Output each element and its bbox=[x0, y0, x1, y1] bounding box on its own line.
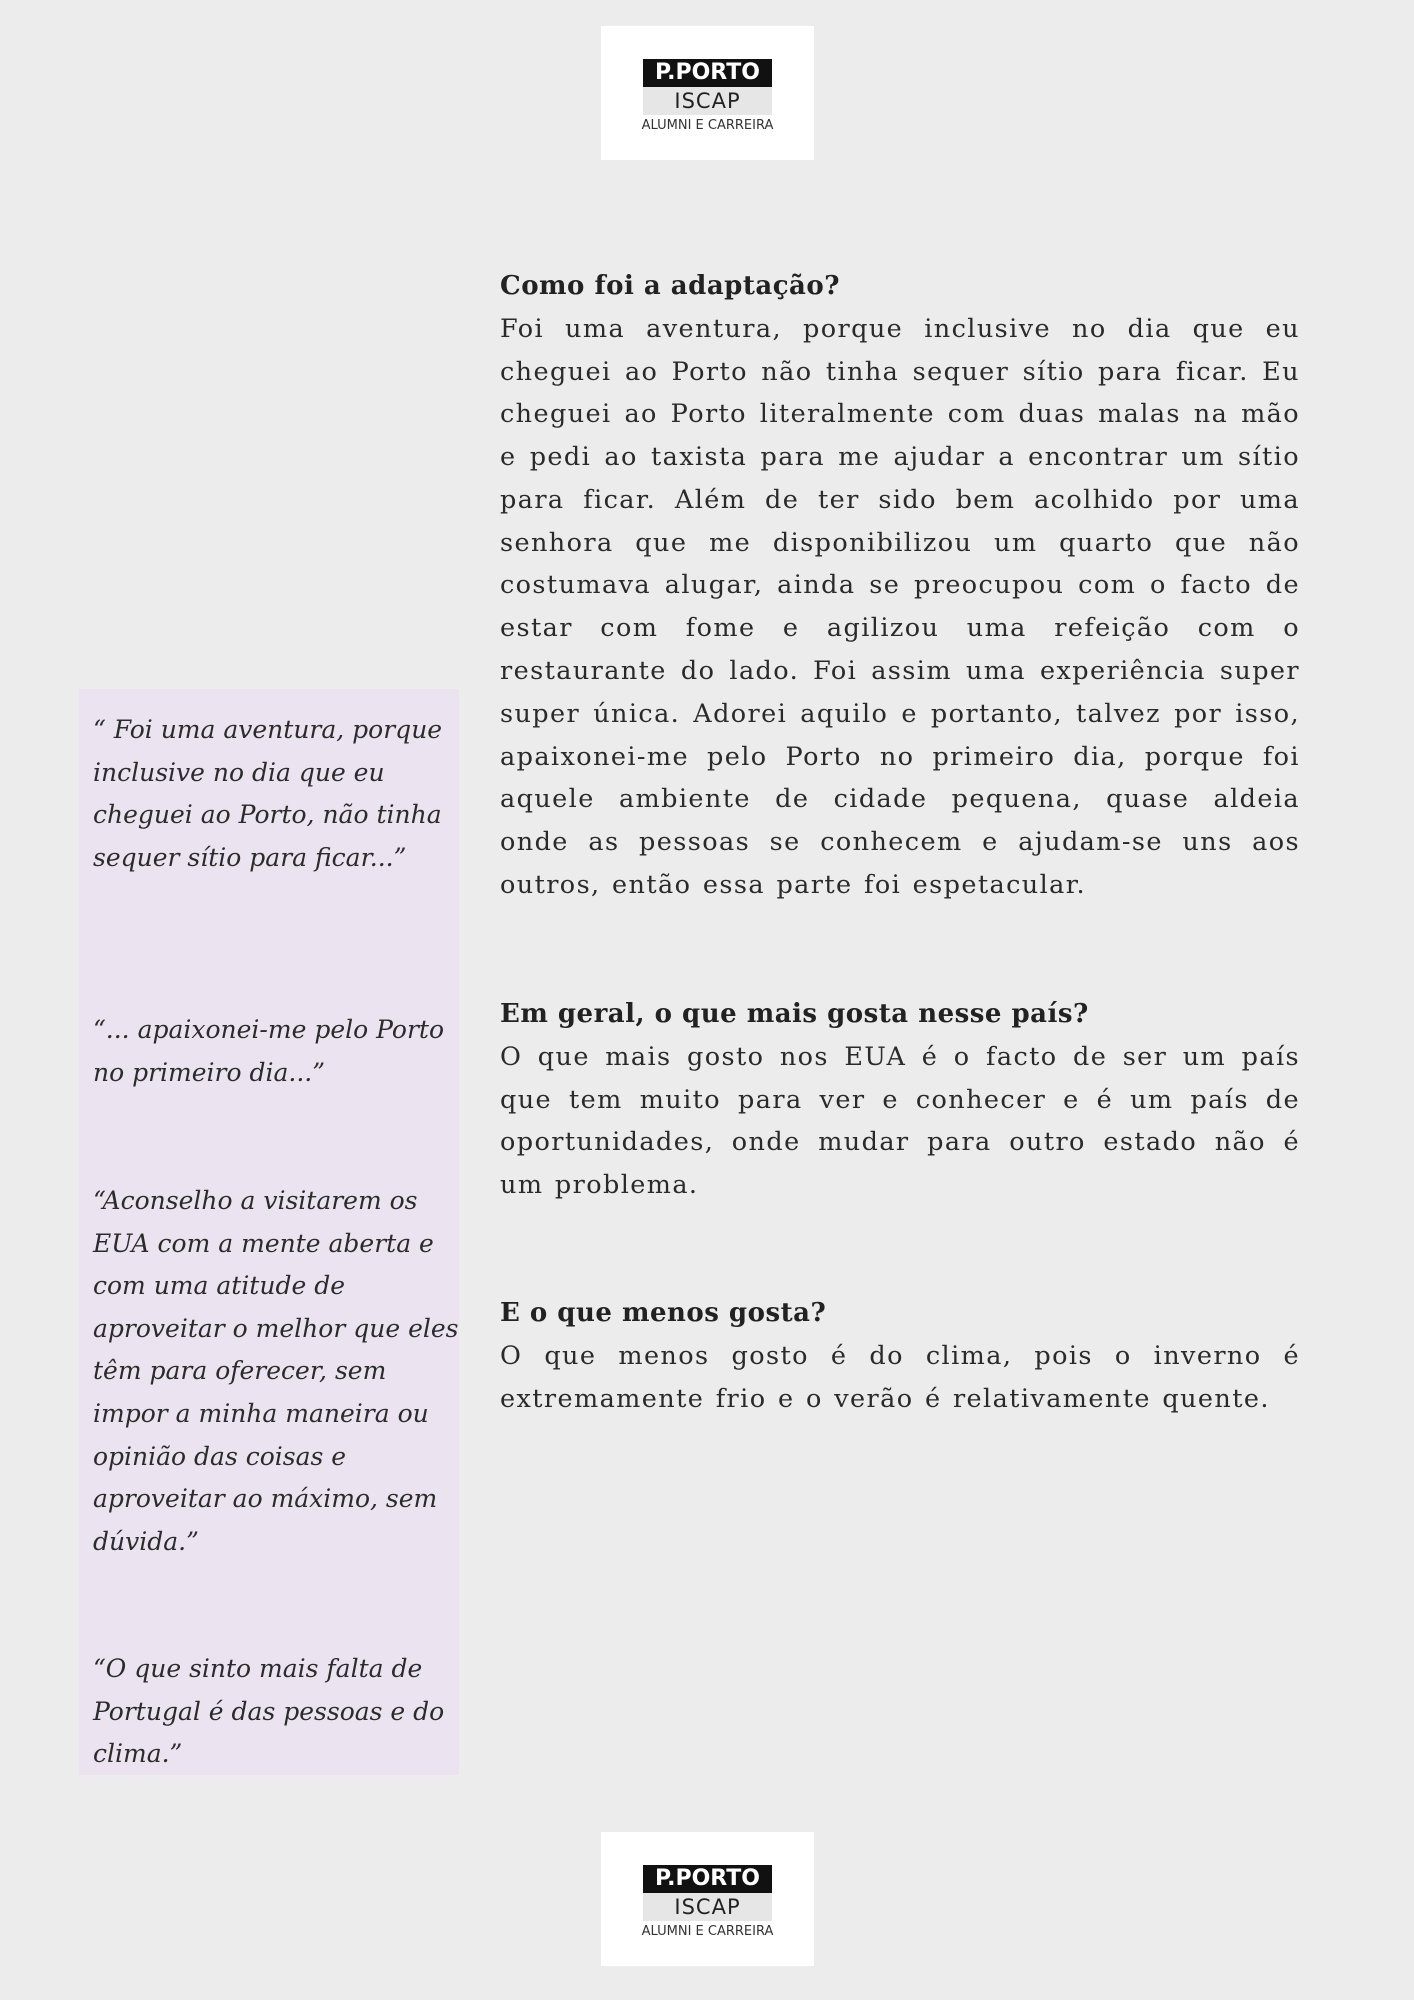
logo-brand: P.PORTO bbox=[643, 59, 772, 87]
quotes-sidebar bbox=[79, 689, 459, 1775]
logo-unit: ALUMNI E CARREIRA bbox=[641, 118, 774, 133]
answer-text: Foi uma aventura, porque inclusive no dia que eu cheguei ao Porto não tinha sequer sítio para ficar. Eu cheguei ao Porto literalmente com duas malas na mão e pedi ao taxista para me ajudar a encontrar um sítio para ficar. Além de ter sido bem acolhido por uma senhora que me disponibilizou um quarto que não costumava alugar, ainda se preocupou com o facto de estar com fome e agilizou uma refeição com o restaurante do lado. Foi assim uma experiência super super única. Adorei aquilo e portanto, talvez por isso, apaixonei-me pelo Porto no primeiro dia, porque foi aquele ambiente de cidade pequena, quase aldeia onde as pessoas se conhecem e ajudam-se uns aos outros, então essa parte foi espetacular. bbox=[500, 313, 1300, 901]
footer-logo bbox=[601, 1832, 814, 1966]
qa-block-adaptation bbox=[500, 265, 1300, 907]
question-heading: Em geral, o que mais gosta nesse país? bbox=[500, 999, 1089, 1029]
qa-block-dislikes bbox=[500, 1292, 1300, 1420]
logo-school: ISCAP bbox=[643, 1893, 772, 1921]
qa-block-likes bbox=[500, 993, 1300, 1207]
pull-quote: “Aconselho a visitarem os EUA com a mente aberta e com uma atitude de aproveitar o melhor que eles têm para oferecer, sem impor a minha maneira ou opinião das coisas e aproveitar ao máximo, sem dúvida.” bbox=[93, 1186, 459, 1556]
pull-quote: “... apaixonei-me pelo Porto no primeiro dia...” bbox=[93, 1015, 445, 1087]
logo-school: ISCAP bbox=[643, 87, 772, 115]
logo-brand: P.PORTO bbox=[643, 1865, 772, 1893]
answer-text: O que mais gosto nos EUA é o facto de ser um país que tem muito para ver e conhecer e é um país de oportunidades, onde mudar para outro estado não é um problema. bbox=[500, 1041, 1300, 1201]
logo-unit: ALUMNI E CARREIRA bbox=[641, 1924, 774, 1939]
answer-text: O que menos gosto é do clima, pois o inverno é extremamente frio e o verão é relativamente quente. bbox=[500, 1340, 1300, 1414]
question-heading: Como foi a adaptação? bbox=[500, 271, 840, 301]
pull-quote: “O que sinto mais falta de Portugal é das pessoas e do clima.” bbox=[93, 1654, 445, 1769]
pull-quote: “ Foi uma aventura, porque inclusive no dia que eu cheguei ao Porto, não tinha sequer sítio para ficar...” bbox=[93, 715, 443, 872]
question-heading: E o que menos gosta? bbox=[500, 1298, 827, 1328]
header-logo bbox=[601, 26, 814, 160]
